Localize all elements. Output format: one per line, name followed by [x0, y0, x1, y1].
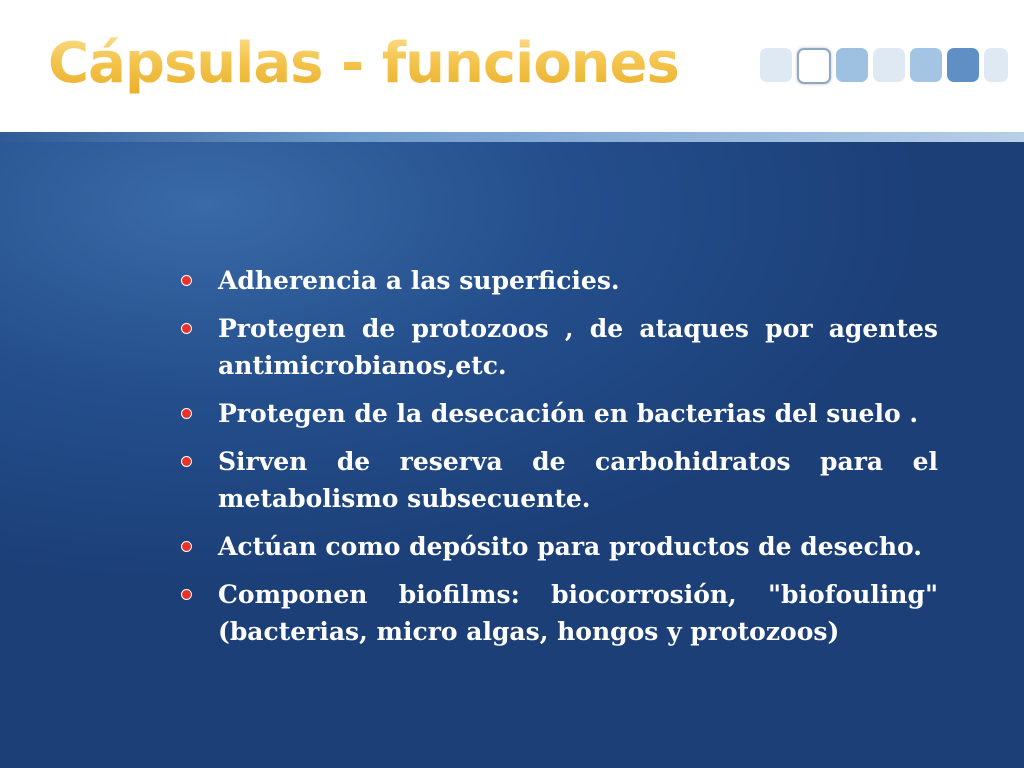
bullet-text: Actúan como depósito para productos de desecho. [218, 532, 922, 561]
slide-title: Cápsulas - funciones [48, 24, 679, 104]
decorative-squares [760, 48, 1008, 86]
bullet-item [178, 310, 938, 384]
header-stripe [0, 132, 1024, 142]
bullet-icon [181, 323, 192, 334]
bullet-text: Componen biofilms: biocorrosión, "biofouling" (bacterias, micro algas, hongos y protozoos) [218, 580, 938, 646]
decorative-square [797, 48, 831, 84]
bullet-item [178, 262, 938, 299]
bullet-icon [181, 408, 192, 419]
decorative-square [984, 48, 1008, 82]
bullet-text: Sirven de reserva de carbohidratos para el metabolismo subsecuente. [218, 447, 938, 513]
decorative-square [873, 48, 905, 82]
slide-header [0, 0, 1024, 132]
bullet-icon [181, 275, 192, 286]
bullet-text: Protegen de protozoos , de ataques por agentes antimicrobianos,etc. [218, 314, 938, 380]
decorative-square [836, 48, 868, 82]
bullet-icon [181, 589, 192, 600]
bullet-list [178, 262, 938, 661]
decorative-square [910, 48, 942, 82]
bullet-text: Adherencia a las superficies. [218, 266, 620, 295]
bullet-icon [181, 456, 192, 467]
bullet-item [178, 443, 938, 517]
bullet-item [178, 528, 938, 565]
decorative-square [760, 48, 792, 82]
bullet-text: Protegen de la desecación en bacterias del suelo . [218, 399, 919, 428]
decorative-square [947, 48, 979, 82]
bullet-item [178, 576, 938, 650]
bullet-icon [181, 541, 192, 552]
bullet-item [178, 395, 938, 432]
content-area [0, 142, 1024, 768]
